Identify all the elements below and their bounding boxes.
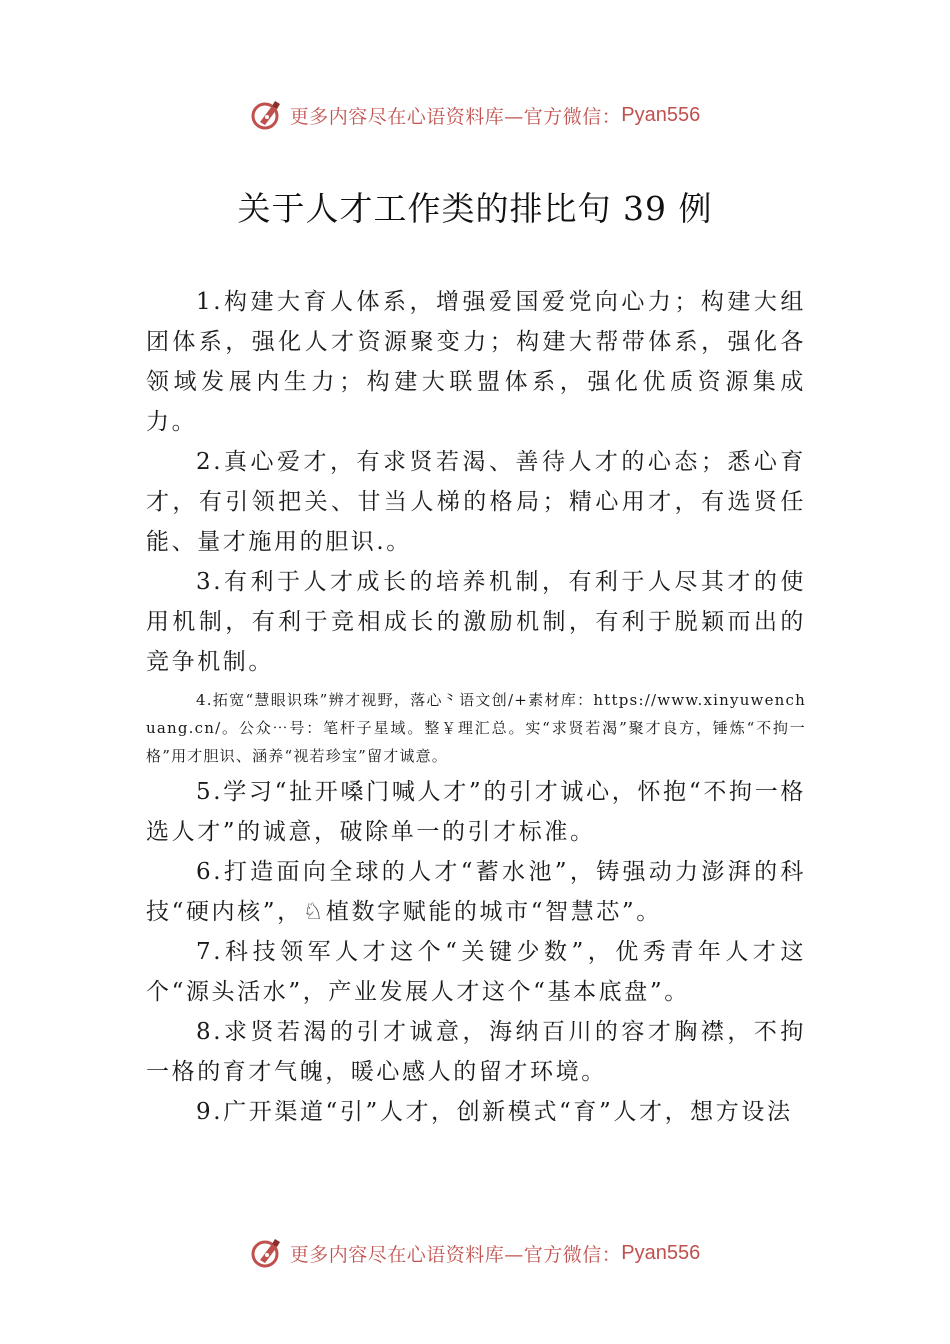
pen-nib-logo-icon [250,98,284,132]
paragraph-7: 7.科技领军人才这个“关键少数”，优秀青年人才这个“源头活水”，产业发展人才这个“基本底盘”。 [146,939,806,1005]
page-title: 关于人才工作类的排比句 39 例 [237,189,713,228]
paragraph-8: 8.求贤若渴的引才诚意，海纳百川的容才胸襟，不拘一格的育才气魄，暖心感人的留才环境。 [146,1019,806,1085]
document-body [146,282,806,1132]
pen-nib-logo-icon [250,1236,284,1270]
paragraph-3: 3.有利于人才成长的培养机制，有利于人尽其才的使用机制，有利于竞相成长的激励机制，有利于脱颖而出的竞争机制。 [146,569,806,675]
header-banner-handle: Pyan556 [621,103,701,126]
footer-banner-handle: Pyan556 [621,1241,701,1264]
paragraph-2: 2.真心爱才，有求贤若渴、善待人才的心态；悉心育才，有引领把关、甘当人梯的格局；精心用才，有选贤任能、量才施用的胆识.。 [146,449,806,555]
footer-banner [0,1233,950,1273]
paragraph-9: 9.广开渠道“引”人才，创新模式“育”人才，想方设法 [196,1099,793,1125]
paragraph-4: 4.拓宽“慧眼识珠”辨才视野，落心⺀语文创/+素材库：https://www.xinyuwenchuang.cn/。公众⋯号：笔杆子星域。整￥理汇总。实“求贤若渴”聚才良方，锤炼“不拘一格”用才胆识、涵养“视若珍宝”留才诚意。 [146,691,806,765]
footer-banner-text: 更多内容尽在心语资料库—官方微信： [289,1243,622,1266]
header-banner-text: 更多内容尽在心语资料库—官方微信： [289,105,622,128]
paragraph-6: 6.打造面向全球的人才“蓄水池”，铸强动力澎湃的科技“硬内核”，♘植数字赋能的城市“智慧芯”。 [146,859,806,925]
paragraph-1: 1.构建大育人体系，增强爱国爱党向心力；构建大组团体系，强化人才资源聚变力；构建大帮带体系，强化各领域发展内生力；构建大联盟体系，强化优质资源集成力。 [146,289,806,435]
paragraph-5: 5.学习“扯开嗓门喊人才”的引才诚心，怀抱“不拘一格选人才”的诚意，破除单一的引才标准。 [146,779,806,845]
header-banner [0,95,950,135]
